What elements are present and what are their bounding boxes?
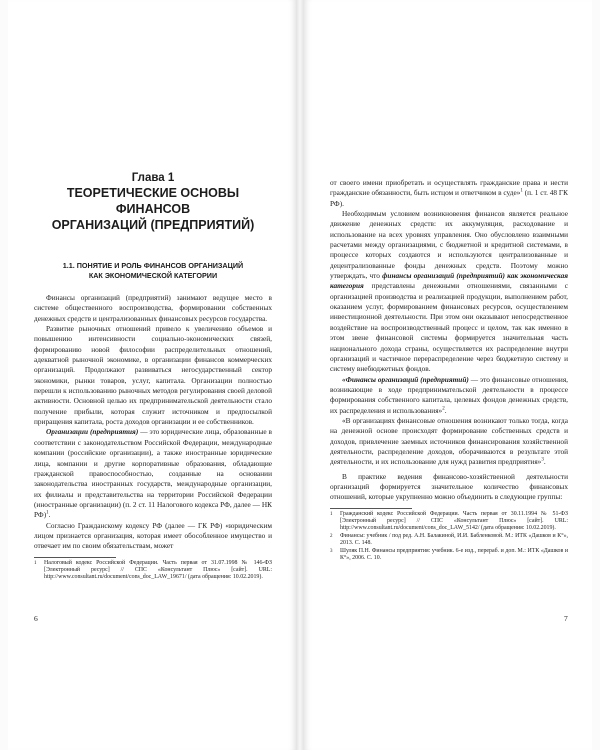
footnote-text: Гражданский кодекс Российской Федерации. Часть первая от 30.11.1994 № 51-ФЗ [Электронный ресурс] // СПС «Консультант Плюс» [сайт]. URL: http://www.consultant.ru/document/cons_doc_LAW_5142/ (дата обращения: 10.02.2019). <box>340 510 568 532</box>
footnote-divider <box>34 557 116 558</box>
footnote-text: Финансы: учебник / под ред. А.Н. Балакиной, И.И. Бабленковой. М.: ИТК «Дашков и К°», 2013. С. 148. <box>340 532 568 547</box>
paragraph-4: Согласно Гражданскому кодексу РФ (далее — ГК РФ) «юридическим лицом признается организация, которая имеет обособленное имущество и отвечает им по своим обязательствам, может <box>34 520 272 551</box>
footnote-ref: 1 <box>46 510 49 516</box>
footnote <box>330 511 568 533</box>
footnote-number: 2 <box>330 533 333 539</box>
paragraph-continued-text: от своего имени приобретать и осуществлять гражданские права и нести гражданские обязанности, быть истцом и ответчиком в суде» <box>330 178 568 198</box>
page-number-left: 6 <box>34 614 38 623</box>
footnote-ref: 3 <box>541 457 544 463</box>
paragraph-intro-text: Необходимым условием возникновения финансов является реальное движение денежных средств: их аккумуляция, расходование и использование на всех уровнях управления. Оно обусловлено взаимными расчетами между организациями, с бюджетной и кредитной системами, в процессе которых создаются и используются централизованные и децентрализованные фонды денежных средств. Поэтому можно утверждать, что <box>330 209 568 281</box>
footnote <box>34 560 272 582</box>
chapter-label: Глава 1 <box>131 172 175 184</box>
paragraph-finance-definition: «Финансы организаций (предприятий) — это финансовые отношения, возникающие в ходе предпринимательской деятельности в процессе формирования собственного капитала, целевых фондов денежных средств, их распределения и использования»$^2$. <box>330 374 569 415</box>
term-finance-organizations: «Финансы организаций (предприятий) <box>342 374 469 384</box>
right-page <box>304 0 592 750</box>
paragraph-3-text: — это юридические лица, образованные в соответствии с законодательством Российской Федерации, международные компании (российские организации), а также иностранные юридические лица, компании и другие корпоративные образования, обладающие гражданской правоспособностью, созданные на основании законодательства иностранных государств, международные организации, их филиалы и представительства на территории Российской Федерации (иностранные организации) (п. 2 ст. 11 Налогового кодекса РФ, далее — НК РФ) <box>34 427 272 520</box>
footnote-divider <box>330 508 412 509</box>
book-gutter <box>296 0 304 750</box>
footnote-number: 1 <box>330 511 333 517</box>
footnote-text: Налоговый кодекс Российской Федерации. Часть первая от 31.07.1998 № 146-ФЗ [Электронный ресурс] // СПС «Консультант Плюс» [сайт]. URL: http://www.consultant.ru/document/cons_doc_LAW_19671/ (дата обращения: 10.02.2019). <box>44 559 272 581</box>
paragraph-continued <box>330 178 568 209</box>
article-reference: (п. 1 ст. 48 ГК РФ). <box>330 188 569 208</box>
paragraph-finance-conditions <box>330 209 568 375</box>
footnote-text: Шуляк П.Н. Финансы предприятия: учебник. 6-е изд., перераб. и доп. М.: ИТК «Дашков и К°», 2006. С. 10. <box>340 547 568 562</box>
term-finance-category: финансы организаций (предприятий) как экономическая категория <box>330 271 568 291</box>
paragraph-quote-text: — это финансовые отношения, возникающие в ходе предпринимательской деятельности в процессе формирования собственного капитала, целевых фондов денежных средств, их распределения и использования» <box>330 374 569 415</box>
right-text-column <box>330 178 568 563</box>
section-title-line-1: 1.1. ПОНЯТИЕ И РОЛЬ ФИНАНСОВ ОРГАНИЗАЦИЙ <box>62 261 244 270</box>
section-title <box>34 261 272 281</box>
footnote <box>330 548 568 563</box>
paragraph-groups: В практике ведения финансово-хозяйственной деятельности организаций формируется значительное количество финансовых отношений, которые укрупненно можно объединить в следующие группы: <box>330 471 568 502</box>
paragraph-relations-quote: «В организациях финансовые отношения возникают только тогда, когда на денежной основе происходят формирование собственных средств и доходов, привлечение заемных источников финансирования хозяйственной деятельности, распределение доходов, оборачиваются в результате этой деятельности, и их использование для нужд развития предприятия»$^3$. <box>330 415 568 467</box>
paragraph-1: Финансы организаций (предприятий) занимают ведущее место в системе общественного воспроизводства, формировании собственных денежных средств и централизованных финансовых ресурсов государства. <box>34 293 272 323</box>
footnote-number: 1 <box>34 560 37 566</box>
term-organizations: Организации (предприятия) <box>46 427 139 437</box>
footnote-ref: 1 <box>520 188 523 194</box>
page-number-right: 7 <box>564 614 568 623</box>
left-text-column <box>34 172 272 582</box>
chapter-title-line-1: ТЕОРЕТИЧЕСКИЕ ОСНОВЫ ФИНАНСОВ <box>66 186 240 216</box>
paragraph-definition-text: представлены денежными отношениями, связанными с организацией производства и реализацией продукции, выполнением работ, оказанием услуг, формированием финансовых ресурсов, осуществлением инвестиционной деятельности. При этом они оказывают непосредственное воздействие на воспроизводственный процесс и целом, так как именно в этом звене финансовой системы формируется значительная часть национального дохода страны, осуществляется их распределение внутри организаций и частичное перераспределение через бюджетную систему и систему внебюджетных фондов. <box>330 281 568 374</box>
footnote-ref: 2 <box>442 406 445 412</box>
left-page <box>8 0 296 750</box>
chapter-title-line-2: ОРГАНИЗАЦИЙ (ПРЕДПРИЯТИЙ) <box>51 218 255 232</box>
chapter-title <box>34 185 272 233</box>
paragraph-relations-text: «В организациях финансовые отношения возникают только тогда, когда на денежной основе происходят формирование собственных средств и доходов, привлечение заемных источников финансирования хозяйственной деятельности, распределение доходов, оборачиваются в результате этой деятельности, и их использование для нужд развития предприятия» <box>330 415 568 467</box>
section-title-line-2: КАК ЭКОНОМИЧЕСКОЙ КАТЕГОРИИ <box>88 271 218 280</box>
footnote-number: 3 <box>330 548 333 554</box>
paragraph-3: Организации (предприятия) — это юридические лица, образованные в соответствии с законодательством Российской Федерации, международные компании (российские организации), а также иностранные юридические лица, компании и другие корпоративные образования, обладающие гражданской правоспособностью, созданные на основании законодательства иностранных государств, международные организации, их филиалы и представительства на территории Российской Федерации (иностранные организации) (п. 2 ст. 11 Налогового кодекса РФ, далее — НК РФ)$^1$. <box>34 427 272 520</box>
paragraph-2: Развитие рыночных отношений привело к увеличению объемов и повышению интенсивности социально-экономических связей, формированию новой философии распределительных отношений, адекватной рыночной экономике, в организации финансов коммерческих организаций. Продолжают развиваться негосударственный сектор экономики, рынки товаров, услуг, капитала. Организации полностью перешли к использованию рыночных методов регулирования своей деловой активности. Основной целью их предпринимательской деятельности стало получение прибыли, которая служит источником и предпосылкой приращения капитала, роста доходов организации и ее собственников. <box>34 324 272 427</box>
footnote <box>330 533 568 548</box>
